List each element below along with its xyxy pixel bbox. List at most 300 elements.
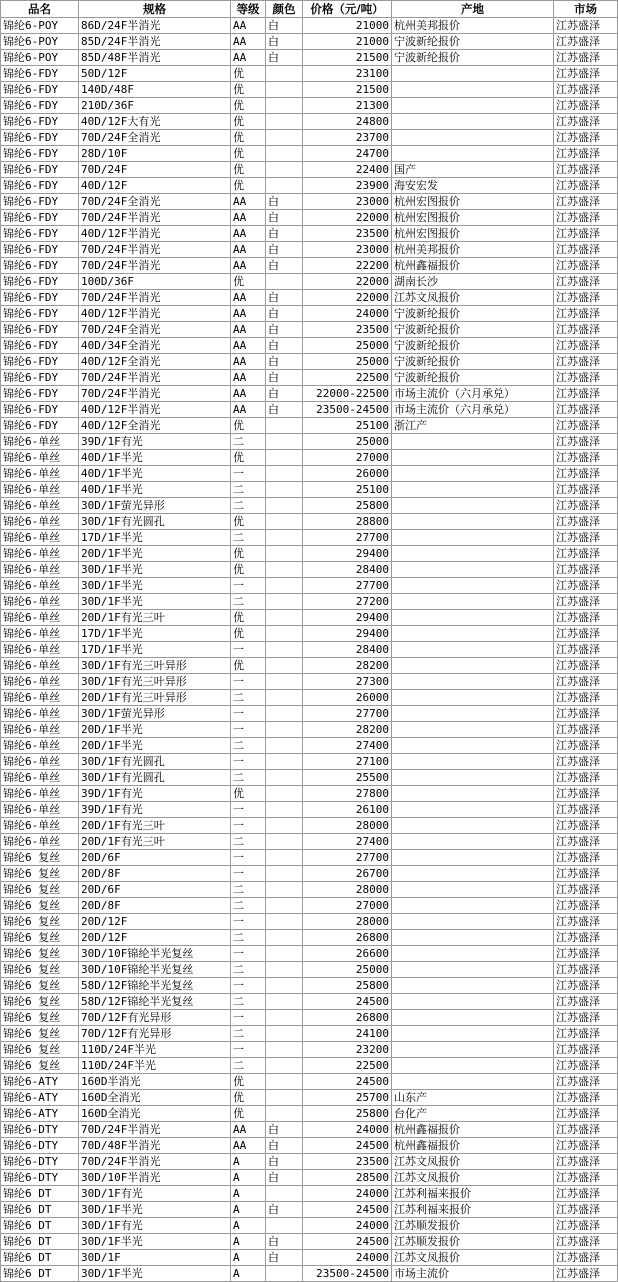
grade-cell: 二: [231, 834, 266, 850]
price-cell: 23900: [303, 178, 392, 194]
color-cell: [266, 1074, 303, 1090]
origin-cell: 江苏文凤报价: [392, 290, 554, 306]
price-cell: 22400: [303, 162, 392, 178]
market-cell: 江苏盛泽: [554, 690, 618, 706]
table-row: [1, 450, 618, 466]
product-name-cell: 锦纶6 复丝: [1, 1042, 79, 1058]
market-cell: 江苏盛泽: [554, 1058, 618, 1074]
grade-cell: 一: [231, 914, 266, 930]
color-cell: [266, 738, 303, 754]
spec-cell: 58D/12F锦纶半光复丝: [79, 994, 231, 1010]
origin-cell: [392, 594, 554, 610]
grade-cell: A: [231, 1266, 266, 1282]
product-name-cell: 锦纶6-DTY: [1, 1170, 79, 1186]
spec-cell: 39D/1F有光: [79, 434, 231, 450]
market-cell: 江苏盛泽: [554, 1042, 618, 1058]
table-row: [1, 338, 618, 354]
market-cell: 江苏盛泽: [554, 1170, 618, 1186]
grade-cell: 一: [231, 946, 266, 962]
origin-cell: [392, 802, 554, 818]
origin-cell: [392, 866, 554, 882]
market-cell: 江苏盛泽: [554, 258, 618, 274]
product-name-cell: 锦纶6-单丝: [1, 514, 79, 530]
price-cell: 26600: [303, 946, 392, 962]
product-name-cell: 锦纶6-单丝: [1, 834, 79, 850]
product-name-cell: 锦纶6-ATY: [1, 1090, 79, 1106]
market-cell: 江苏盛泽: [554, 82, 618, 98]
spec-cell: 70D/12F有光异形: [79, 1026, 231, 1042]
grade-cell: 优: [231, 450, 266, 466]
product-name-cell: 锦纶6 复丝: [1, 882, 79, 898]
price-cell: 24000: [303, 1122, 392, 1138]
product-name-cell: 锦纶6 复丝: [1, 1010, 79, 1026]
origin-cell: [392, 578, 554, 594]
table-row: [1, 658, 618, 674]
market-cell: 江苏盛泽: [554, 274, 618, 290]
market-cell: 江苏盛泽: [554, 610, 618, 626]
table-row: [1, 754, 618, 770]
origin-cell: [392, 130, 554, 146]
table-row: [1, 1026, 618, 1042]
grade-cell: 优: [231, 562, 266, 578]
spec-cell: 70D/24F全消光: [79, 194, 231, 210]
product-name-cell: 锦纶6-FDY: [1, 242, 79, 258]
color-cell: [266, 434, 303, 450]
spec-cell: 20D/1F有光三叶: [79, 834, 231, 850]
product-name-cell: 锦纶6 复丝: [1, 1058, 79, 1074]
origin-cell: [392, 882, 554, 898]
grade-cell: A: [231, 1250, 266, 1266]
product-name-cell: 锦纶6-FDY: [1, 290, 79, 306]
table-row: [1, 786, 618, 802]
product-name-cell: 锦纶6-单丝: [1, 594, 79, 610]
product-name-cell: 锦纶6-单丝: [1, 690, 79, 706]
product-name-cell: 锦纶6-FDY: [1, 162, 79, 178]
color-cell: [266, 178, 303, 194]
color-cell: [266, 978, 303, 994]
table-row: [1, 802, 618, 818]
table-row: [1, 418, 618, 434]
table-row: [1, 466, 618, 482]
color-cell: [266, 722, 303, 738]
price-cell: 23000: [303, 242, 392, 258]
origin-cell: [392, 610, 554, 626]
table-row: [1, 850, 618, 866]
spec-cell: 70D/24F半消光: [79, 370, 231, 386]
origin-cell: [392, 754, 554, 770]
table-row: [1, 1122, 618, 1138]
color-cell: [266, 578, 303, 594]
price-cell: 27000: [303, 898, 392, 914]
color-cell: 白: [266, 1202, 303, 1218]
grade-cell: 优: [231, 98, 266, 114]
origin-cell: 杭州宏图报价: [392, 210, 554, 226]
market-cell: 江苏盛泽: [554, 242, 618, 258]
table-row: [1, 226, 618, 242]
market-cell: 江苏盛泽: [554, 1218, 618, 1234]
color-cell: [266, 1090, 303, 1106]
product-name-cell: 锦纶6-FDY: [1, 178, 79, 194]
market-cell: 江苏盛泽: [554, 1186, 618, 1202]
table-row: [1, 258, 618, 274]
origin-cell: [392, 114, 554, 130]
spec-cell: 20D/8F: [79, 898, 231, 914]
color-cell: 白: [266, 258, 303, 274]
product-name-cell: 锦纶6-POY: [1, 34, 79, 50]
origin-cell: 宁波新纶报价: [392, 50, 554, 66]
grade-cell: 优: [231, 1106, 266, 1122]
grade-cell: 优: [231, 418, 266, 434]
price-cell: 24500: [303, 1138, 392, 1154]
color-cell: [266, 834, 303, 850]
grade-cell: 二: [231, 962, 266, 978]
grade-cell: 一: [231, 850, 266, 866]
price-cell: 22200: [303, 258, 392, 274]
product-name-cell: 锦纶6-FDY: [1, 322, 79, 338]
color-cell: [266, 674, 303, 690]
product-name-cell: 锦纶6-单丝: [1, 818, 79, 834]
product-name-cell: 锦纶6-单丝: [1, 482, 79, 498]
grade-cell: 二: [231, 530, 266, 546]
origin-cell: 市场主流价（六月承兑）: [392, 402, 554, 418]
price-cell: 23500-24500: [303, 402, 392, 418]
market-cell: 江苏盛泽: [554, 994, 618, 1010]
spec-cell: 20D/8F: [79, 866, 231, 882]
origin-cell: [392, 722, 554, 738]
market-cell: 江苏盛泽: [554, 946, 618, 962]
color-cell: [266, 450, 303, 466]
table-row: [1, 498, 618, 514]
product-name-cell: 锦纶6-FDY: [1, 210, 79, 226]
market-cell: 江苏盛泽: [554, 866, 618, 882]
grade-cell: 二: [231, 594, 266, 610]
price-cell: 24000: [303, 1218, 392, 1234]
table-row: [1, 178, 618, 194]
spec-cell: 40D/12F半消光: [79, 306, 231, 322]
origin-cell: 杭州宏图报价: [392, 194, 554, 210]
product-name-cell: 锦纶6-FDY: [1, 386, 79, 402]
market-cell: 江苏盛泽: [554, 850, 618, 866]
table-row: [1, 1234, 618, 1250]
product-name-cell: 锦纶6-FDY: [1, 66, 79, 82]
table-row: [1, 946, 618, 962]
price-cell: 22000: [303, 210, 392, 226]
market-cell: 江苏盛泽: [554, 882, 618, 898]
origin-cell: [392, 562, 554, 578]
price-cell: 26700: [303, 866, 392, 882]
price-cell: 28800: [303, 514, 392, 530]
product-name-cell: 锦纶6 DT: [1, 1234, 79, 1250]
spec-cell: 30D/1F有光三叶异形: [79, 674, 231, 690]
spec-cell: 30D/10F锦纶半光复丝: [79, 946, 231, 962]
origin-cell: 杭州鑫福报价: [392, 1138, 554, 1154]
market-cell: 江苏盛泽: [554, 834, 618, 850]
product-name-cell: 锦纶6-单丝: [1, 754, 79, 770]
spec-cell: 40D/12F全消光: [79, 354, 231, 370]
color-cell: [266, 274, 303, 290]
product-name-cell: 锦纶6 复丝: [1, 850, 79, 866]
product-name-cell: 锦纶6-单丝: [1, 434, 79, 450]
table-row: [1, 674, 618, 690]
grade-cell: 优: [231, 658, 266, 674]
market-cell: 江苏盛泽: [554, 1250, 618, 1266]
spec-cell: 20D/1F有光三叶: [79, 610, 231, 626]
color-cell: 白: [266, 370, 303, 386]
market-cell: 江苏盛泽: [554, 754, 618, 770]
table-row: [1, 1202, 618, 1218]
table-row: [1, 898, 618, 914]
origin-cell: 江苏利福来报价: [392, 1202, 554, 1218]
product-name-cell: 锦纶6 DT: [1, 1250, 79, 1266]
header-spec: 规格: [79, 1, 231, 18]
table-body: [1, 18, 618, 1282]
color-cell: [266, 658, 303, 674]
spec-cell: 70D/12F有光异形: [79, 1010, 231, 1026]
grade-cell: 一: [231, 642, 266, 658]
table-row: [1, 722, 618, 738]
origin-cell: 杭州鑫福报价: [392, 1122, 554, 1138]
table-row: [1, 402, 618, 418]
origin-cell: [392, 898, 554, 914]
price-cell: 26800: [303, 930, 392, 946]
table-row: [1, 1186, 618, 1202]
origin-cell: 宁波新纶报价: [392, 370, 554, 386]
color-cell: [266, 1186, 303, 1202]
table-row: [1, 914, 618, 930]
market-cell: 江苏盛泽: [554, 1122, 618, 1138]
market-cell: 江苏盛泽: [554, 706, 618, 722]
spec-cell: 30D/1F半光: [79, 1234, 231, 1250]
price-cell: 24500: [303, 1202, 392, 1218]
spec-cell: 17D/1F半光: [79, 626, 231, 642]
grade-cell: A: [231, 1218, 266, 1234]
grade-cell: AA: [231, 370, 266, 386]
grade-cell: A: [231, 1202, 266, 1218]
color-cell: 白: [266, 290, 303, 306]
product-name-cell: 锦纶6-DTY: [1, 1154, 79, 1170]
origin-cell: 江苏文凤报价: [392, 1250, 554, 1266]
market-cell: 江苏盛泽: [554, 370, 618, 386]
origin-cell: [392, 994, 554, 1010]
grade-cell: 一: [231, 1010, 266, 1026]
origin-cell: 市场主流价（六月承兑）: [392, 386, 554, 402]
price-cell: 25800: [303, 978, 392, 994]
origin-cell: [392, 690, 554, 706]
spec-cell: 39D/1F有光: [79, 786, 231, 802]
market-cell: 江苏盛泽: [554, 626, 618, 642]
table-row: [1, 354, 618, 370]
market-cell: 江苏盛泽: [554, 418, 618, 434]
price-cell: 21000: [303, 18, 392, 34]
spec-cell: 30D/10F半消光: [79, 1170, 231, 1186]
market-cell: 江苏盛泽: [554, 978, 618, 994]
price-cell: 29400: [303, 546, 392, 562]
price-cell: 27700: [303, 850, 392, 866]
market-cell: 江苏盛泽: [554, 578, 618, 594]
color-cell: [266, 466, 303, 482]
market-cell: 江苏盛泽: [554, 722, 618, 738]
origin-cell: [392, 1010, 554, 1026]
price-cell: 24800: [303, 114, 392, 130]
color-cell: [266, 482, 303, 498]
price-cell: 23100: [303, 66, 392, 82]
product-name-cell: 锦纶6-FDY: [1, 338, 79, 354]
color-cell: [266, 754, 303, 770]
grade-cell: 二: [231, 994, 266, 1010]
origin-cell: [392, 1042, 554, 1058]
table-row: [1, 1074, 618, 1090]
market-cell: 江苏盛泽: [554, 306, 618, 322]
table-row: [1, 34, 618, 50]
market-cell: 江苏盛泽: [554, 1234, 618, 1250]
header-product-name: 品名: [1, 1, 79, 18]
color-cell: 白: [266, 402, 303, 418]
spec-cell: 17D/1F半光: [79, 642, 231, 658]
origin-cell: 江苏利福来报价: [392, 1186, 554, 1202]
origin-cell: [392, 738, 554, 754]
color-cell: [266, 882, 303, 898]
table-row: [1, 1106, 618, 1122]
table-row: [1, 594, 618, 610]
market-cell: 江苏盛泽: [554, 642, 618, 658]
spec-cell: 30D/1F有光三叶异形: [79, 658, 231, 674]
product-name-cell: 锦纶6 复丝: [1, 946, 79, 962]
color-cell: [266, 530, 303, 546]
origin-cell: [392, 770, 554, 786]
origin-cell: [392, 962, 554, 978]
product-name-cell: 锦纶6 DT: [1, 1202, 79, 1218]
spec-cell: 30D/1F半光: [79, 1266, 231, 1282]
product-name-cell: 锦纶6-单丝: [1, 658, 79, 674]
table-row: [1, 930, 618, 946]
product-name-cell: 锦纶6-单丝: [1, 706, 79, 722]
color-cell: 白: [266, 338, 303, 354]
market-cell: 江苏盛泽: [554, 514, 618, 530]
color-cell: [266, 66, 303, 82]
spec-cell: 30D/1F半光: [79, 562, 231, 578]
table-row: [1, 1218, 618, 1234]
price-cell: 27700: [303, 706, 392, 722]
origin-cell: 国产: [392, 162, 554, 178]
market-cell: 江苏盛泽: [554, 434, 618, 450]
spec-cell: 86D/24F半消光: [79, 18, 231, 34]
spec-cell: 40D/12F: [79, 178, 231, 194]
market-cell: 江苏盛泽: [554, 402, 618, 418]
grade-cell: AA: [231, 354, 266, 370]
product-name-cell: 锦纶6-单丝: [1, 562, 79, 578]
spec-cell: 40D/12F半消光: [79, 226, 231, 242]
table-row: [1, 274, 618, 290]
grade-cell: AA: [231, 242, 266, 258]
price-cell: 26100: [303, 802, 392, 818]
table-row: [1, 818, 618, 834]
grade-cell: AA: [231, 338, 266, 354]
table-row: [1, 1250, 618, 1266]
header-row: [1, 1, 618, 18]
color-cell: [266, 130, 303, 146]
grade-cell: 优: [231, 626, 266, 642]
table-row: [1, 82, 618, 98]
price-cell: 21500: [303, 82, 392, 98]
spec-cell: 50D/12F: [79, 66, 231, 82]
grade-cell: AA: [231, 306, 266, 322]
color-cell: [266, 1218, 303, 1234]
grade-cell: 一: [231, 578, 266, 594]
product-name-cell: 锦纶6-DTY: [1, 1122, 79, 1138]
price-cell: 25100: [303, 482, 392, 498]
table-row: [1, 642, 618, 658]
color-cell: [266, 626, 303, 642]
product-name-cell: 锦纶6-单丝: [1, 610, 79, 626]
price-cell: 24000: [303, 1186, 392, 1202]
market-cell: 江苏盛泽: [554, 210, 618, 226]
market-cell: 江苏盛泽: [554, 98, 618, 114]
price-cell: 27800: [303, 786, 392, 802]
origin-cell: [392, 946, 554, 962]
origin-cell: [392, 818, 554, 834]
grade-cell: A: [231, 1234, 266, 1250]
spec-cell: 30D/1F有光圆孔: [79, 514, 231, 530]
table-row: [1, 706, 618, 722]
color-cell: [266, 498, 303, 514]
price-cell: 28000: [303, 914, 392, 930]
grade-cell: 一: [231, 674, 266, 690]
color-cell: 白: [266, 306, 303, 322]
market-cell: 江苏盛泽: [554, 1106, 618, 1122]
market-cell: 江苏盛泽: [554, 1074, 618, 1090]
origin-cell: 宁波新纶报价: [392, 338, 554, 354]
spec-cell: 20D/1F半光: [79, 546, 231, 562]
spec-cell: 210D/36F: [79, 98, 231, 114]
table-row: [1, 434, 618, 450]
grade-cell: 一: [231, 466, 266, 482]
spec-cell: 58D/12F锦纶半光复丝: [79, 978, 231, 994]
grade-cell: 优: [231, 162, 266, 178]
spec-cell: 20D/12F: [79, 930, 231, 946]
grade-cell: A: [231, 1170, 266, 1186]
product-name-cell: 锦纶6-FDY: [1, 418, 79, 434]
product-name-cell: 锦纶6-POY: [1, 50, 79, 66]
market-cell: 江苏盛泽: [554, 130, 618, 146]
price-cell: 21300: [303, 98, 392, 114]
table-row: [1, 1170, 618, 1186]
product-name-cell: 锦纶6 复丝: [1, 898, 79, 914]
color-cell: [266, 786, 303, 802]
grade-cell: 二: [231, 738, 266, 754]
spec-cell: 30D/1F半光: [79, 1202, 231, 1218]
table-row: [1, 386, 618, 402]
spec-cell: 40D/34F全消光: [79, 338, 231, 354]
price-cell: 28200: [303, 722, 392, 738]
color-cell: [266, 1042, 303, 1058]
origin-cell: 宁波新纶报价: [392, 354, 554, 370]
market-cell: 江苏盛泽: [554, 770, 618, 786]
table-row: [1, 98, 618, 114]
grade-cell: AA: [231, 18, 266, 34]
origin-cell: 杭州鑫福报价: [392, 258, 554, 274]
grade-cell: AA: [231, 1122, 266, 1138]
grade-cell: 优: [231, 146, 266, 162]
table-row: [1, 962, 618, 978]
origin-cell: [392, 674, 554, 690]
origin-cell: 江苏文凤报价: [392, 1170, 554, 1186]
grade-cell: AA: [231, 290, 266, 306]
origin-cell: 杭州美邦报价: [392, 242, 554, 258]
price-cell: 27100: [303, 754, 392, 770]
product-name-cell: 锦纶6-单丝: [1, 786, 79, 802]
price-cell: 27000: [303, 450, 392, 466]
market-cell: 江苏盛泽: [554, 1266, 618, 1282]
